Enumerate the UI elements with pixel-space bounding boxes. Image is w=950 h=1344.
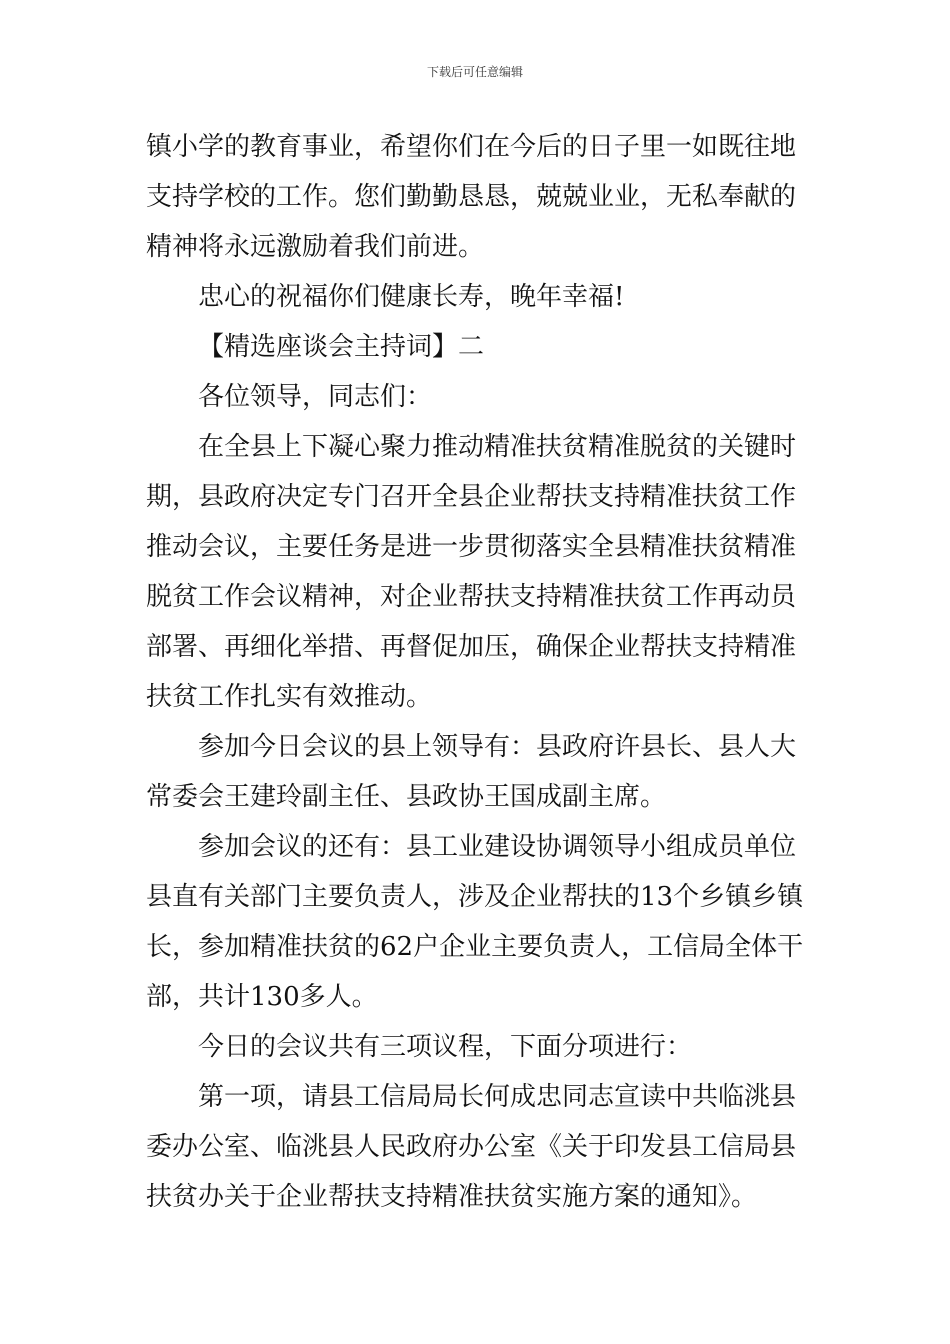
document-body	[146, 122, 808, 1222]
text-line: 在全县上下凝心聚力推动精准扶贫精准脱贫的关键时	[198, 432, 797, 462]
text-line: 推动会议，主要任务是进一步贯彻落实全县精准扶贫精准	[146, 532, 797, 562]
text-line: 脱贫工作会议精神，对企业帮扶支持精准扶贫工作再动员	[146, 582, 797, 612]
text-line: 部，共计130多人。	[146, 982, 378, 1012]
page-header: 下载后可任意编辑	[426, 65, 523, 79]
text-line: 扶贫办关于企业帮扶支持精准扶贫实施方案的通知》。	[146, 1182, 758, 1212]
text-line: 参加今日会议的县上领导有：县政府许县长、县人大	[198, 732, 797, 762]
text-line: 扶贫工作扎实有效推动。	[146, 682, 433, 712]
text-line: 精神将永远激励着我们前进。	[146, 232, 485, 262]
text-line: 常委会王建玲副主任、县政协王国成副主席。	[146, 782, 667, 812]
text-line: 参加会议的还有：县工业建设协调领导小组成员单位	[198, 832, 797, 862]
text-line: 第一项，请县工信局局长何成忠同志宣读中共临洮县	[198, 1082, 797, 1112]
text-line: 今日的会议共有三项议程，下面分项进行：	[198, 1032, 693, 1062]
section-heading: 【精选座谈会主持词】二	[198, 332, 485, 362]
text-line: 部署、再细化举措、再督促加压，确保企业帮扶支持精准	[146, 632, 797, 662]
salutation: 各位领导，同志们：	[198, 382, 433, 412]
text-line: 长，参加精准扶贫的62户企业主要负责人，工信局全体干	[146, 932, 804, 962]
text-line: 忠心的祝福你们健康长寿，晚年幸福!	[198, 282, 625, 312]
text-line: 县直有关部门主要负责人，涉及企业帮扶的13个乡镇乡镇	[146, 882, 804, 912]
text-line: 镇小学的教育事业，希望你们在今后的日子里一如既往地	[146, 132, 797, 162]
text-line: 支持学校的工作。您们勤勤恳恳，兢兢业业，无私奉献的	[146, 182, 797, 212]
text-line: 委办公室、临洮县人民政府办公室《关于印发县工信局县	[146, 1132, 797, 1162]
text-line: 期，县政府决定专门召开全县企业帮扶支持精准扶贫工作	[146, 482, 797, 512]
